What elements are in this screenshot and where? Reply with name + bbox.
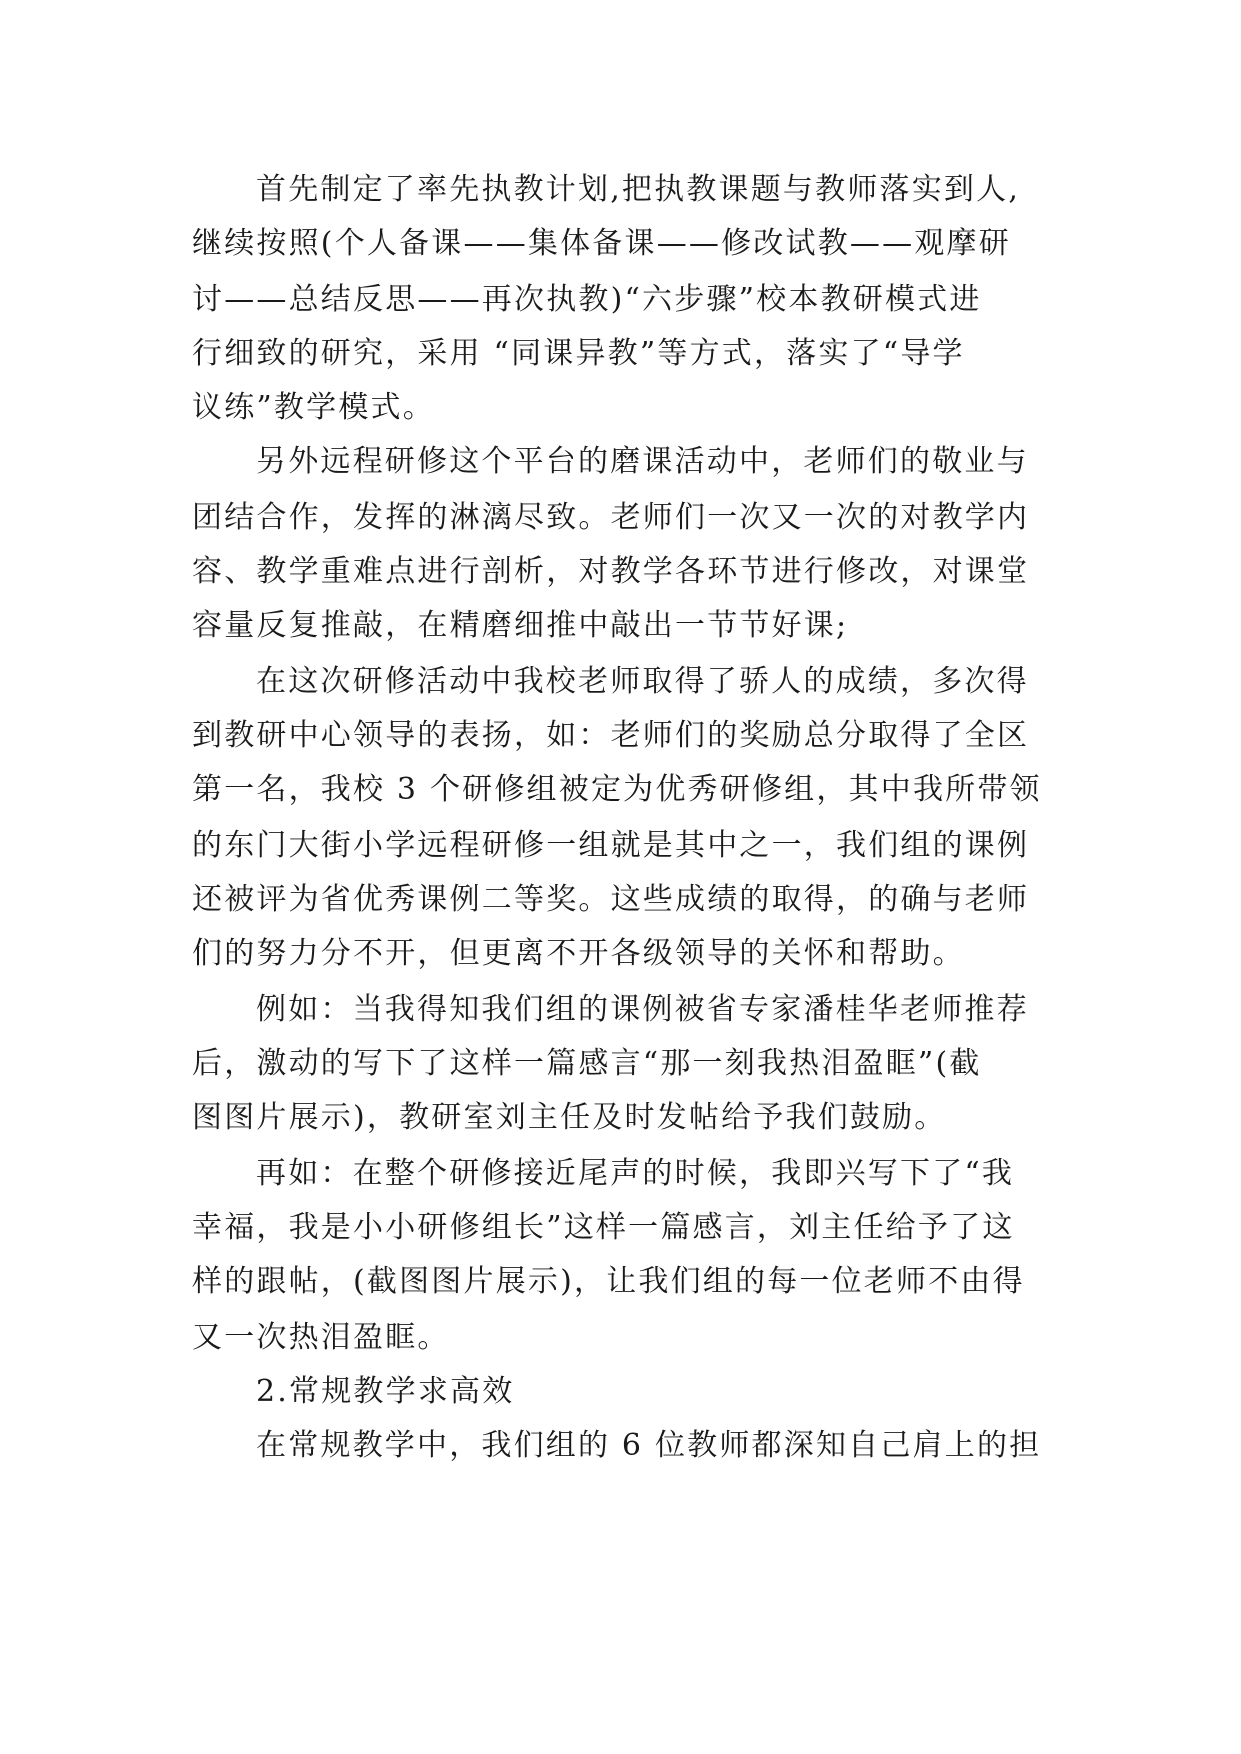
paragraph-5-line-1: 再如：在整个研修接近尾声的时候，我即兴写下了“我 [256,1156,1015,1191]
paragraph-1-line-4: 行细致的研究，采用 “同课异教”等方式，落实了“导学 [192,336,965,371]
paragraph-3-line-1: 在这次研修活动中我校老师取得了骄人的成绩，多次得 [256,664,1029,699]
paragraph-3-line-2: 到教研中心领导的表扬，如：老师们的奖励总分取得了全区 [192,718,1030,753]
paragraph-7-line-1: 在常规教学中，我们组的 6 位教师都深知自己肩上的担 [256,1428,1042,1463]
paragraph-3-line-3: 第一名，我校 3 个研修组被定为优秀研修组，其中我所带领 [192,772,1042,807]
paragraph-1-line-1: 首先制定了率先执教计划,把执教课题与教师落实到人, [256,172,1021,207]
section-heading: 2.常规教学求高效 [256,1374,515,1409]
paragraph-3-line-6: 们的努力分不开，但更离不开各级领导的关怀和帮助。 [192,936,965,971]
paragraph-5-line-2: 幸福，我是小小研修组长”这样一篇感言，刘主任给予了这 [192,1210,1015,1245]
paragraph-1-line-2: 继续按照(个人备课——集体备课——修改试教——观摩研 [192,226,1011,261]
paragraph-5-line-3: 样的跟帖，(截图图片展示)，让我们组的每一位老师不由得 [192,1264,1025,1299]
paragraph-1-line-3: 讨——总结反思——再次执教)“六步骤”校本教研模式进 [192,282,982,317]
paragraph-3-line-5: 还被评为省优秀课例二等奖。这些成绩的取得，的确与老师 [192,882,1030,917]
paragraph-3-line-4: 的东门大街小学远程研修一组就是其中之一，我们组的课例 [192,828,1030,863]
paragraph-4-line-2: 后，激动的写下了这样一篇感言“那一刻我热泪盈眶”(截 [192,1046,982,1081]
paragraph-1-line-5: 议练”教学模式。 [192,390,435,425]
paragraph-5-line-4: 又一次热泪盈眶。 [192,1320,450,1355]
paragraph-4-line-1: 例如：当我得知我们组的课例被省专家潘桂华老师推荐 [256,992,1029,1027]
paragraph-2-line-3: 容、教学重难点进行剖析，对教学各环节进行修改，对课堂 [192,554,1030,589]
paragraph-2-line-2: 团结合作，发挥的淋漓尽致。老师们一次又一次的对教学内 [192,500,1030,535]
paragraph-2-line-4: 容量反复推敲，在精磨细推中敲出一节节好课; [192,608,849,643]
paragraph-2-line-1: 另外远程研修这个平台的磨课活动中，老师们的敬业与 [256,444,1029,479]
paragraph-4-line-3: 图图片展示)，教研室刘主任及时发帖给予我们鼓励。 [192,1100,947,1135]
